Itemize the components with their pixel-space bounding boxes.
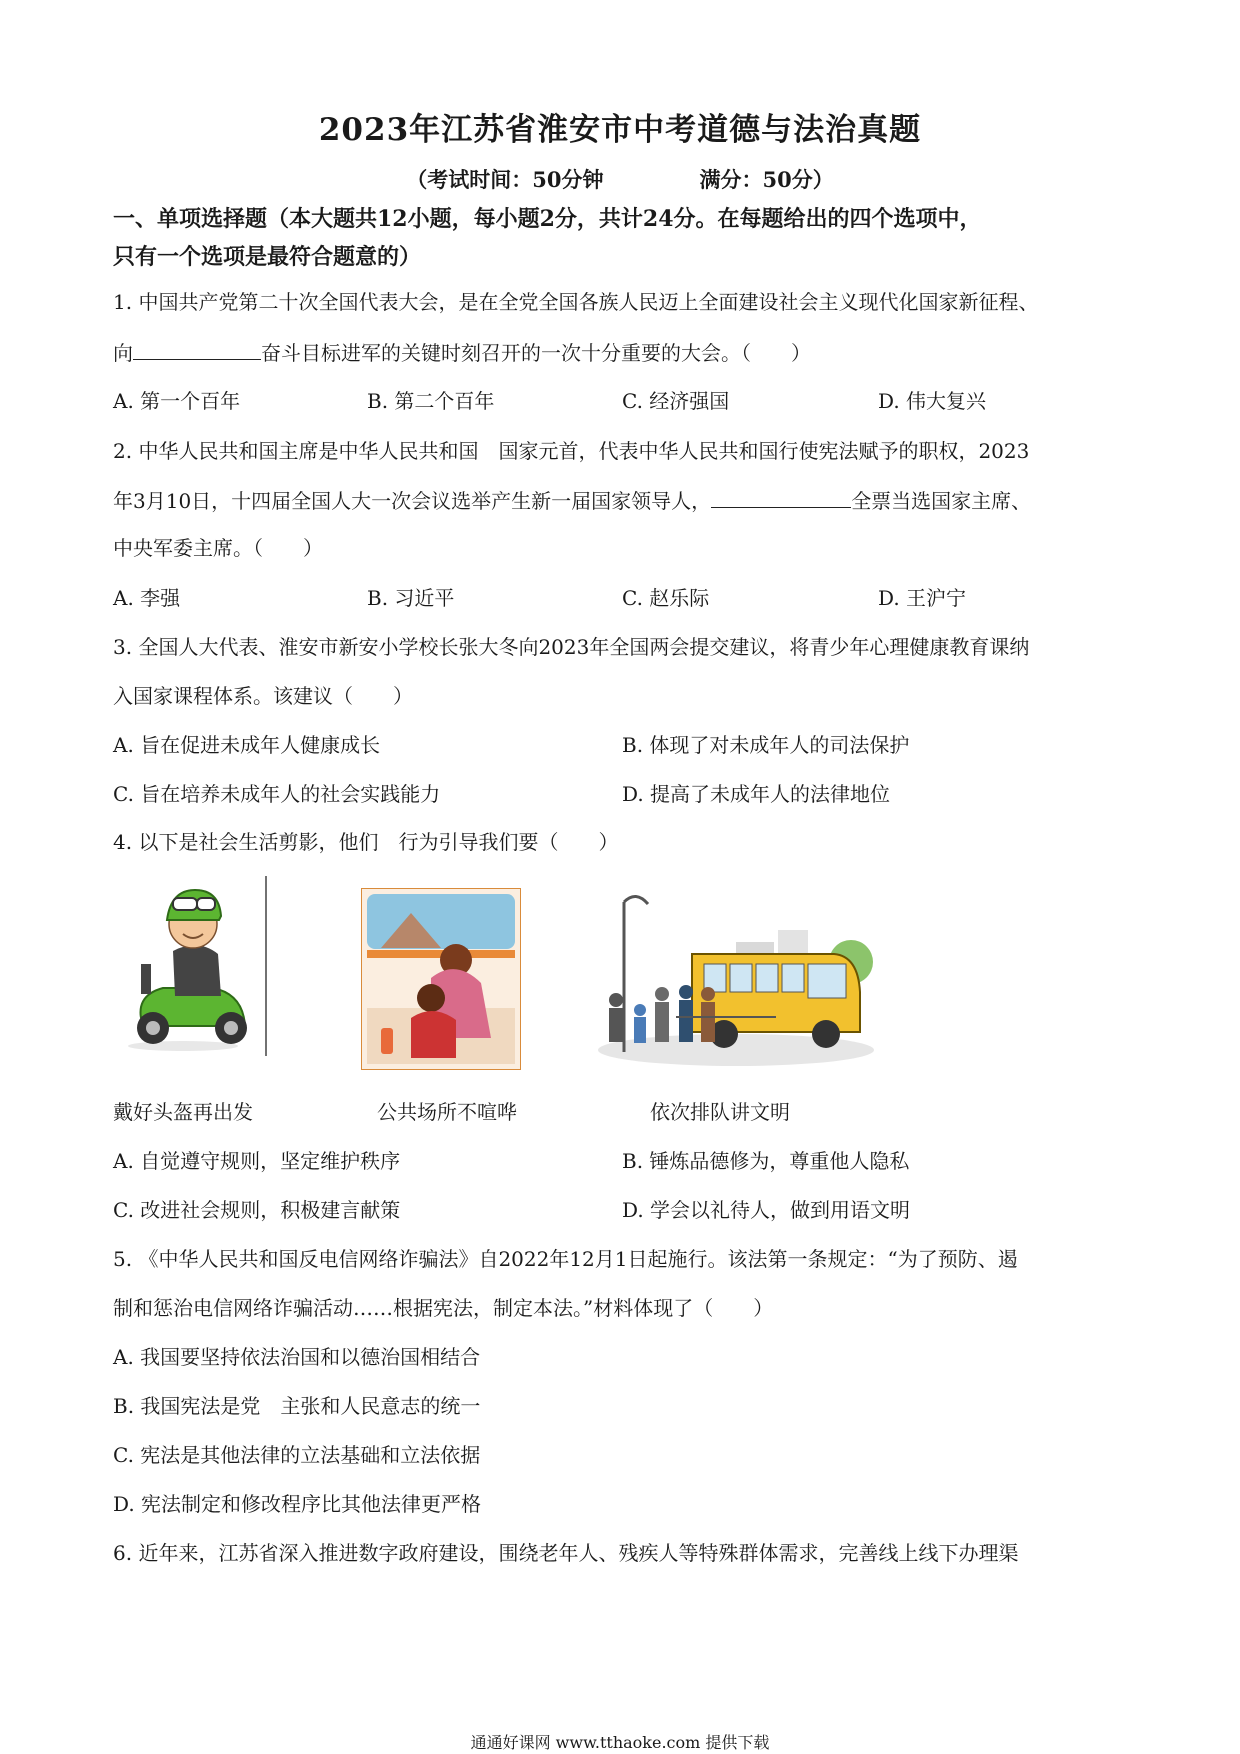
q2-stem-line2 (113, 485, 1031, 516)
q2-option-b[interactable]: B. 习近平 (367, 586, 455, 610)
q2-stem-line1: 2. 中华人民共和国主席是中华人民共和国 国家元首，代表中华人民共和国行使宪法赋予的职权，2023 (113, 439, 1030, 463)
page-footer[interactable]: 通通好课网 www.tthaoke.com 提供下载 (470, 1733, 770, 1752)
q5-option-c[interactable]: C. 宪法是其他法律的立法基础和立法依据 (113, 1443, 481, 1467)
q2-answer-blank (711, 485, 851, 508)
q4-caption-quiet: 公共场所不喧哗 (377, 1100, 517, 1124)
q5-option-a[interactable]: A. 我国要坚持依法治国和以德治国相结合 (113, 1345, 481, 1369)
full-score: 满分：50分） (699, 167, 834, 192)
page-title: 2023年江苏省淮安市中考道德与法治真题 (318, 112, 922, 148)
q2-option-d[interactable]: D. 王沪宁 (878, 586, 967, 610)
q4-option-a[interactable]: A. 自觉遵守规则，坚定维护秩序 (113, 1149, 401, 1173)
q1-stem-suffix: 奋斗目标进军的关键时刻召开的一次十分重要的大会。（ ） (261, 341, 811, 365)
exam-info (0, 164, 1240, 194)
q2-option-c[interactable]: C. 赵乐际 (622, 586, 710, 610)
q1-stem-line1: 1. 中国共产党第二十次全国代表大会，是在全党全国各族人民迈上全面建设社会主义现代化国家新征程、 (113, 290, 1039, 314)
q1-stem-prefix: 向 (113, 341, 133, 365)
q5-stem-line1: 5. 《中华人民共和国反电信网络诈骗法》自2022年12月1日起施行。该法第一条规定：“为了预防、遏 (113, 1247, 1018, 1271)
q2-option-a[interactable]: A. 李强 (113, 586, 181, 610)
q3-stem-line2: 入国家课程体系。该建议（ ） (113, 684, 413, 708)
q1-stem-line2 (113, 337, 811, 368)
q6-stem-line1: 6. 近年来，江苏省深入推进数字政府建设，围绕老年人、残疾人等特殊群体需求，完善线上线下办理渠 (113, 1541, 1019, 1565)
q3-option-a[interactable]: A. 旨在促进未成年人健康成长 (113, 733, 381, 757)
q3-option-d[interactable]: D. 提高了未成年人的法律地位 (622, 782, 891, 806)
q2-stem-line3: 中央军委主席。（ ） (113, 536, 323, 560)
quiet-public-image (361, 888, 521, 1070)
q3-option-c[interactable]: C. 旨在培养未成年人的社会实践能力 (113, 782, 441, 806)
q4-option-d[interactable]: D. 学会以礼待人，做到用语文明 (622, 1198, 911, 1222)
q5-option-d[interactable]: D. 宪法制定和修改程序比其他法律更严格 (113, 1492, 482, 1516)
q4-caption-helmet: 戴好头盔再出发 (113, 1100, 253, 1124)
q5-stem-line2: 制和惩治电信网络诈骗活动……根据宪法，制定本法。”材料体现了（ ） (113, 1296, 774, 1320)
q3-option-b[interactable]: B. 体现了对未成年人的司法保护 (622, 733, 910, 757)
q3-stem-line1: 3. 全国人大代表、淮安市新安小学校长张大冬向2023年全国两会提交建议，将青少年心理健康教育课纳 (113, 635, 1030, 659)
q1-option-a[interactable]: A. 第一个百年 (113, 389, 241, 413)
q4-stem-line1: 4. 以下是社会生活剪影，他们 行为引导我们要（ ） (113, 830, 619, 854)
q2-stem-suffix: 全票当选国家主席、 (851, 489, 1032, 513)
q1-option-b[interactable]: B. 第二个百年 (367, 389, 495, 413)
q1-option-d[interactable]: D. 伟大复兴 (878, 389, 987, 413)
q4-caption-queue: 依次排队讲文明 (650, 1100, 790, 1124)
q5-option-b[interactable]: B. 我国宪法是党 主张和人民意志的统一 (113, 1394, 481, 1418)
q4-option-b[interactable]: B. 锤炼品德修为，尊重他人隐私 (622, 1149, 910, 1173)
section-heading-line2: 只有一个选项是最符合题意的） (113, 244, 422, 270)
q4-option-c[interactable]: C. 改进社会规则，积极建言献策 (113, 1198, 401, 1222)
q1-answer-blank (133, 337, 261, 360)
helmet-scooter-image (113, 876, 268, 1056)
exam-time: （考试时间：50分钟 (406, 167, 604, 192)
bus-queue-image (596, 882, 878, 1074)
q2-stem-prefix: 年3月10日，十四届全国人大一次会议选举产生新一届国家领导人， (113, 489, 712, 513)
q1-option-c[interactable]: C. 经济强国 (622, 389, 730, 413)
section-heading-line1: 一、单项选择题（本大题共12小题，每小题2分，共计24分。在每题给出的四个选项中， (113, 206, 982, 232)
